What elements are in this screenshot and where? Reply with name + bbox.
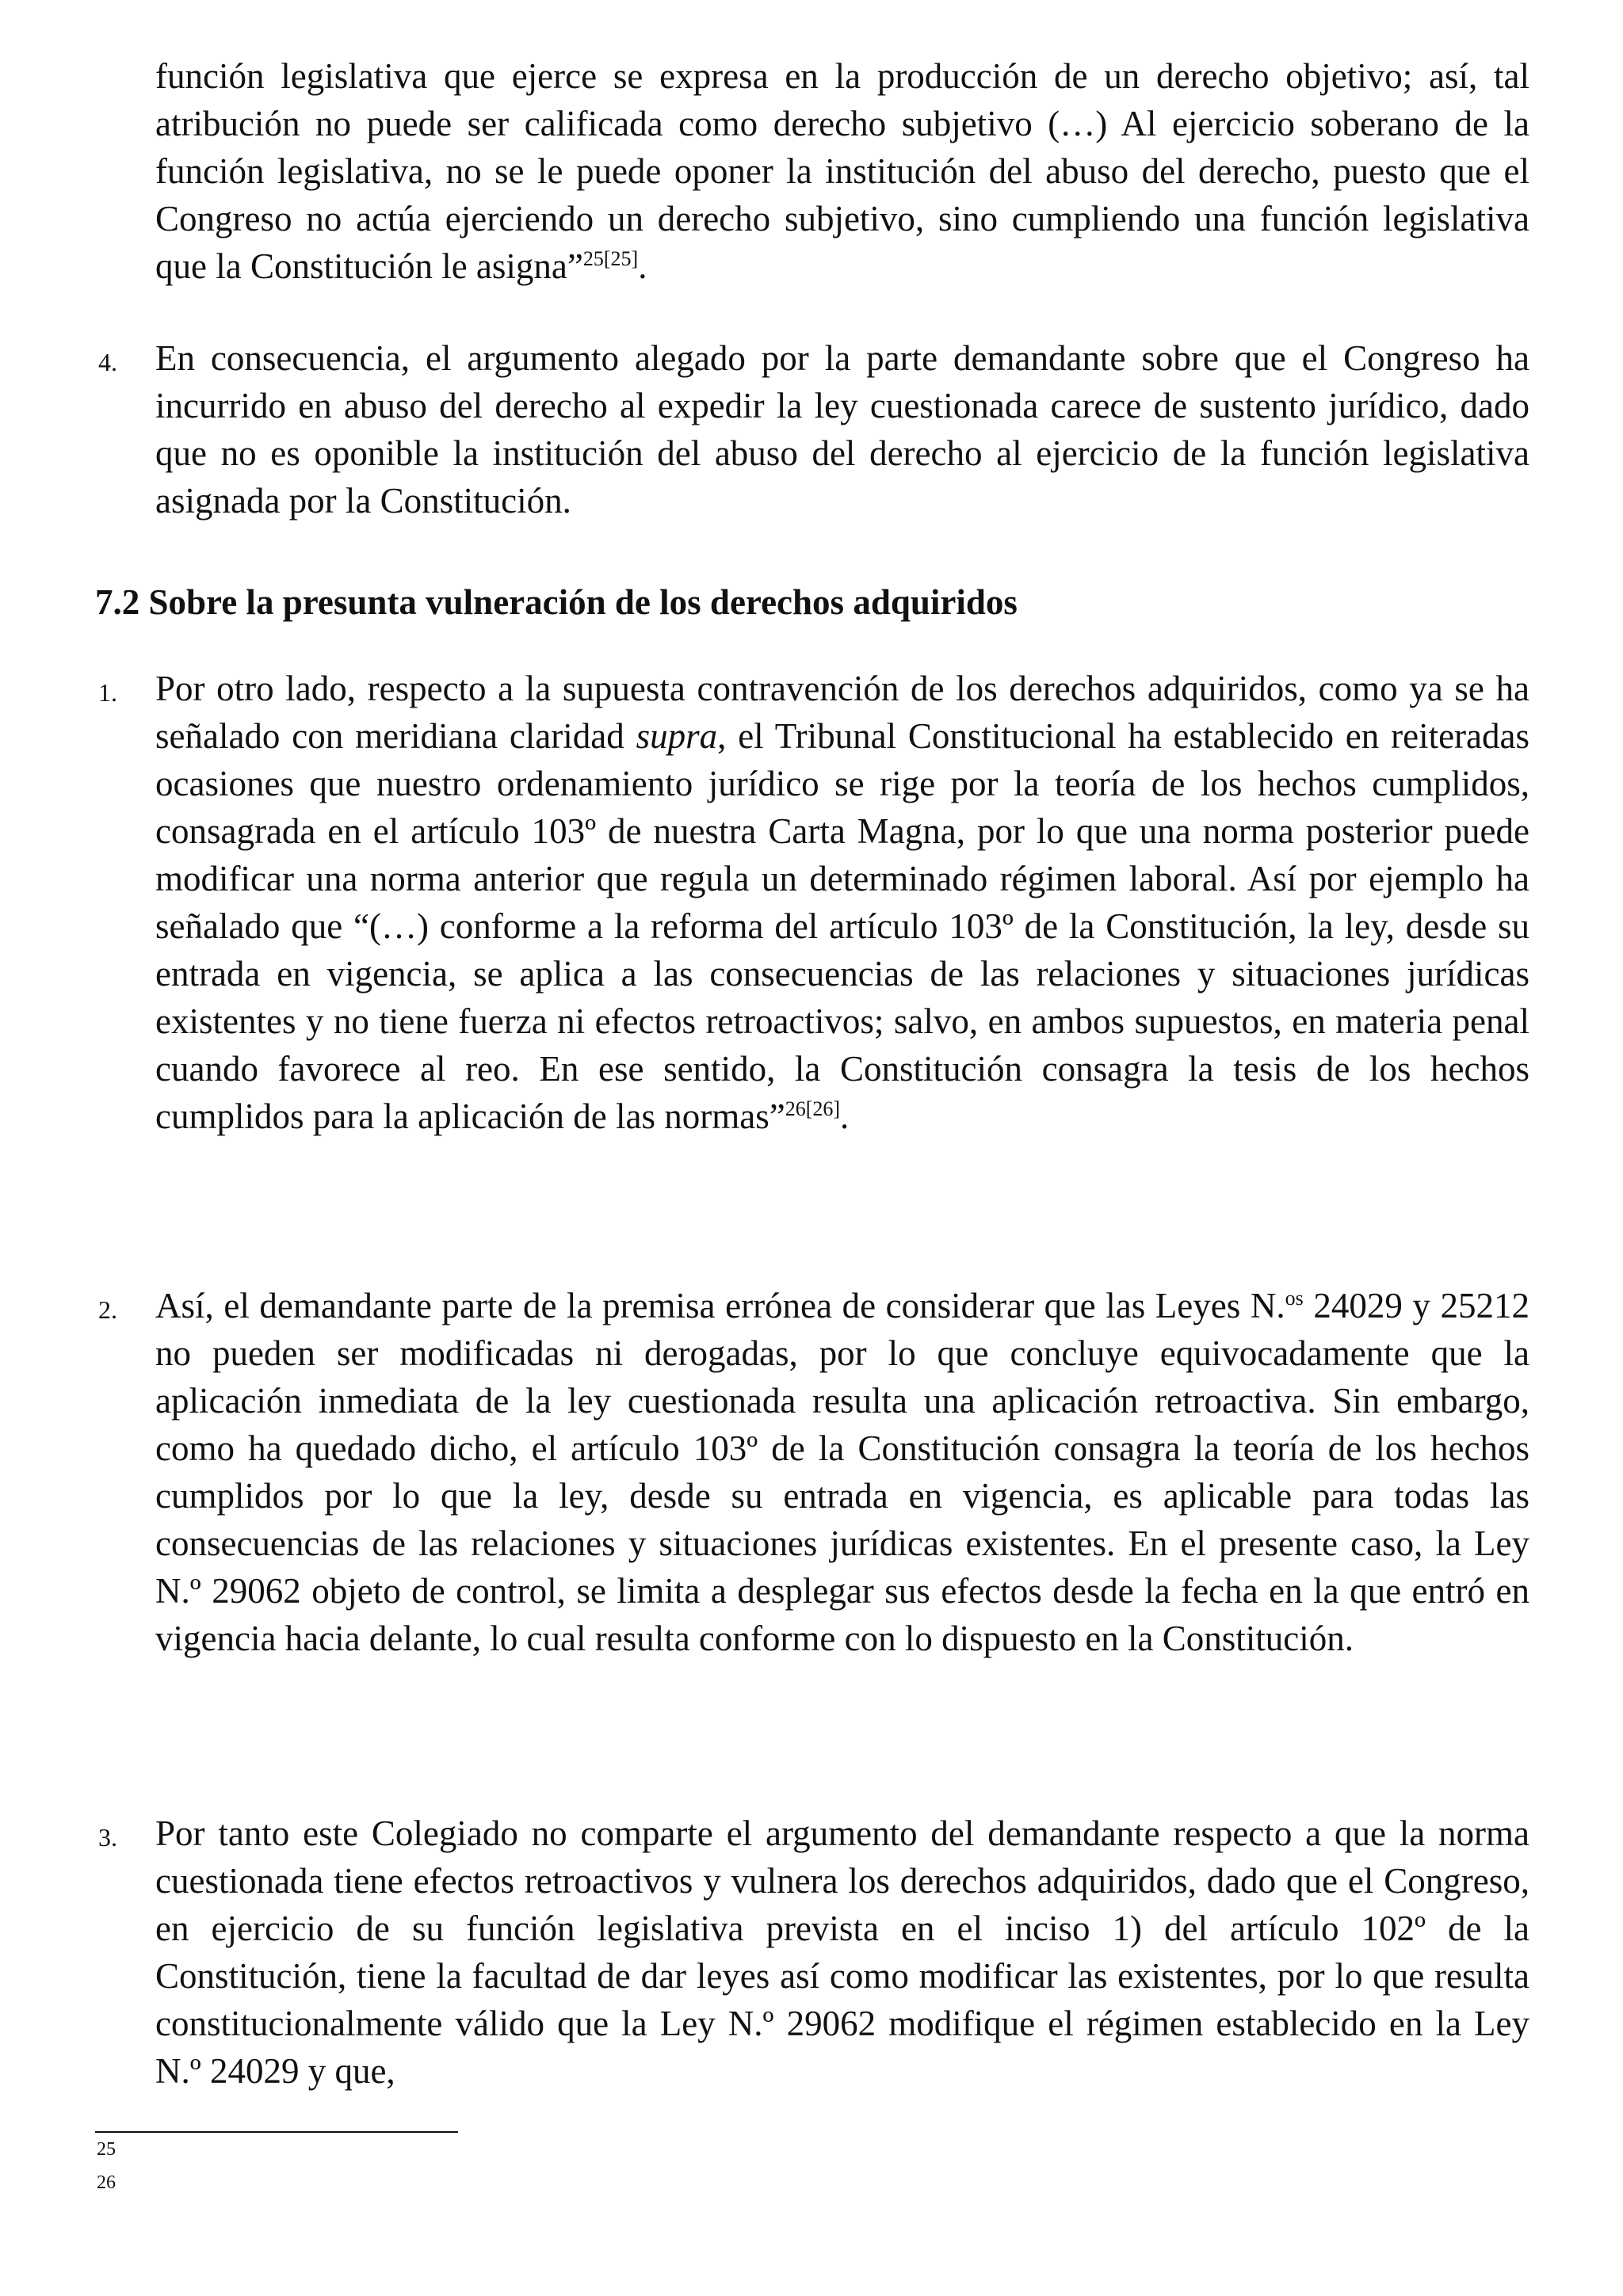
- paragraph-intro-end: .: [638, 246, 647, 286]
- paragraph-number-4: 4.: [98, 348, 117, 376]
- section-heading: 7.2 Sobre la presunta vulneración de los derechos adquiridos: [95, 582, 1018, 622]
- paragraph-intro: [155, 52, 1529, 290]
- paragraph-number-1: 1.: [98, 678, 117, 707]
- paragraph-number-3: 3.: [98, 1823, 117, 1852]
- paragraph-number-2: 2.: [98, 1295, 117, 1324]
- paragraph-1: [155, 665, 1529, 1140]
- paragraph-intro-text: función legislativa que ejerce se expresa en la producción de un derecho objetivo; así, tal atribución no puede ser calificada como derecho subjetivo (…) Al ejercicio soberano de la función legislativa, no se le puede oponer la institución del abuso del derecho, puesto que el Congreso no actúa ejerciendo un derecho subjetivo, sino cumpliendo una función legislativa que la Constitución le asigna”: [155, 56, 1529, 286]
- paragraph-1-text-b: , el Tribunal Constitucional ha establecido en reiteradas ocasiones que nuestro ordenamiento jurídico se rige por la teoría de los hechos cumplidos, consagrada en el artículo 103º de nuestra Carta Magna, por lo que una norma posterior puede modificar una norma anterior que regula un determinado régimen laboral. Así por ejemplo ha señalado que “(…) conforme a la reforma del artículo 103º de la Constitución, la ley, desde su entrada en vigencia, se aplica a las consecuencias de las relaciones y situaciones jurídicas existentes y no tiene fuerza ni efectos retroactivos; salvo, en ambos supuestos, en materia penal cuando favorece al reo. En ese sentido, la Constitución consagra la tesis de los hechos cumplidos para la aplicación de las normas”: [155, 716, 1529, 1136]
- footnote-separator: [95, 2131, 458, 2133]
- paragraph-2-text-a: Así, el demandante parte de la premisa errónea de considerar que las Leyes N.: [155, 1286, 1285, 1325]
- paragraph-3: Por tanto este Colegiado no comparte el argumento del demandante respecto a que la norma cuestionada tiene efectos retroactivos y vulnera los derechos adquiridos, dado que el Congreso, en ejercicio de su función legislativa prevista en el inciso 1) del artículo 102º de la Constitución, tiene la facultad de dar leyes así como modificar las existentes, por lo que resulta constitucionalmente válido que la Ley N.º 29062 modifique el régimen establecido en la Ley N.º 24029 y que,: [155, 1814, 1529, 2091]
- paragraph-1-italic: supra: [636, 716, 718, 756]
- footnote-ref-25[interactable]: 25[25]: [582, 247, 639, 270]
- paragraph-1-end: .: [840, 1097, 850, 1136]
- footnote-26: 26: [97, 2172, 116, 2193]
- paragraph-2: [155, 1282, 1529, 1662]
- paragraph-2-superscript: os: [1285, 1287, 1304, 1310]
- paragraph-2-text-b: 24029 y 25212 no pueden ser modificadas ni derogadas, por lo que concluye equivocadamente que la aplicación inmediata de la ley cuestionada resulta una aplicación retroactiva. Sin embargo, como ha quedado dicho, el artículo 103º de la Constitución consagra la teoría de los hechos cumplidos por lo que la ley, desde su entrada en vigencia, es aplicable para todas las consecuencias de las relaciones y situaciones jurídicas existentes. En el presente caso, la Ley N.º 29062 objeto de control, se limita a desplegar sus efectos desde la fecha en la que entró en vigencia hacia delante, lo cual resulta conforme con lo dispuesto en la Constitución.: [155, 1286, 1530, 1658]
- paragraph-4: En consecuencia, el argumento alegado por la parte demandante sobre que el Congreso ha incurrido en abuso del derecho al expedir la ley cuestionada carece de sustento jurídico, dado que no es oponible la institución del abuso del derecho al ejercicio de la función legislativa asignada por la Constitución.: [155, 338, 1529, 521]
- paragraph-1-text-a: Por otro lado, respecto a la supuesta contravención de los derechos adquiridos, como ya se ha señalado con meridiana claridad: [155, 669, 1529, 756]
- footnote-ref-26[interactable]: 26[26]: [785, 1097, 841, 1120]
- footnote-25: 25: [97, 2139, 116, 2160]
